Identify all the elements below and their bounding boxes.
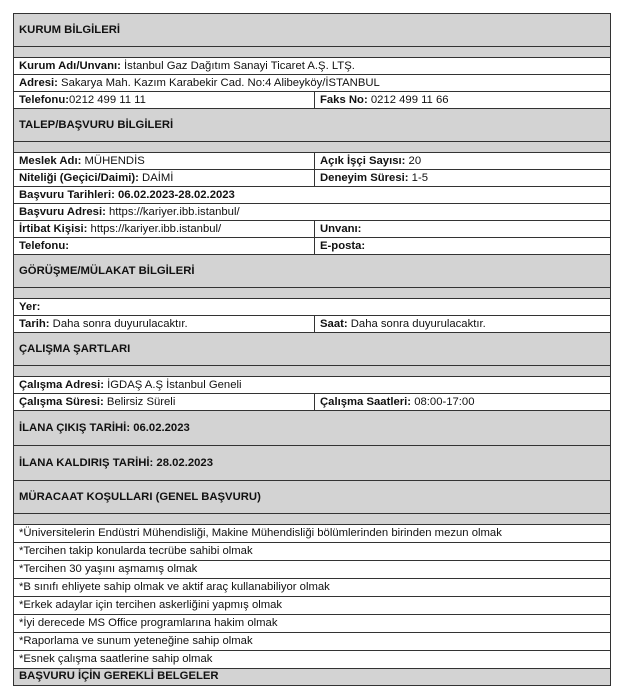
basvuru-adresi-label: Başvuru Adresi: bbox=[19, 205, 106, 218]
acik-isci-label: Açık İşçi Sayısı: bbox=[320, 154, 406, 167]
calisma-saatleri-value: 08:00-17:00 bbox=[411, 395, 475, 408]
section-divider bbox=[14, 288, 611, 299]
niteligi-label: Niteliği (Geçici/Daimi): bbox=[19, 171, 139, 184]
calisma-suresi-cell bbox=[14, 394, 315, 411]
deneyim-label: Deneyim Süresi: bbox=[320, 171, 409, 184]
ilana-cikis-tarihi: İLANA ÇIKIŞ TARİHİ: 06.02.2023 bbox=[14, 411, 611, 446]
talep-section-header: TALEP/BAŞVURU BİLGİLERİ bbox=[14, 109, 611, 142]
saat-cell bbox=[315, 316, 611, 333]
yer-label: Yer: bbox=[19, 300, 41, 313]
faks-value: 0212 499 11 66 bbox=[367, 93, 449, 106]
condition-item: *Raporlama ve sunum yeteneğine sahip olmak bbox=[14, 633, 611, 651]
niteligi-value: DAİMİ bbox=[138, 171, 174, 184]
calisma-adresi-value: İGDAŞ A.Ş İstanbul Geneli bbox=[103, 378, 242, 391]
condition-item: *Üniversitelerin Endüstri Mühendisliği, Makine Mühendisliği bölümlerinden birinden mezun olmak bbox=[14, 525, 611, 543]
muracaat-section-header: MÜRACAAT KOŞULLARI (GENEL BAŞVURU) bbox=[14, 481, 611, 514]
faks-label: Faks No: bbox=[320, 93, 368, 106]
adres-value: Sakarya Mah. Kazım Karabekir Cad. No:4 Alibeyköy/İSTANBUL bbox=[57, 76, 380, 89]
calisma-adresi-label: Çalışma Adresi: bbox=[19, 378, 104, 391]
condition-item: *Tercihen takip konularda tecrübe sahibi olmak bbox=[14, 543, 611, 561]
unvani-label: Unvanı: bbox=[320, 222, 362, 235]
adres-row bbox=[14, 75, 611, 92]
condition-item: *Erkek adaylar için tercihen askerliğini yapmış olmak bbox=[14, 597, 611, 615]
basvuru-adresi-row bbox=[14, 204, 611, 221]
section-divider bbox=[14, 514, 611, 525]
ilana-kaldiris-tarihi: İLANA KALDIRIŞ TARİHİ: 28.02.2023 bbox=[14, 446, 611, 481]
telefonu-cell bbox=[14, 238, 315, 255]
condition-item: *İyi derecede MS Office programlarına hakim olmak bbox=[14, 615, 611, 633]
tarih-label: Tarih: bbox=[19, 317, 50, 330]
kurum-section-header: KURUM BİLGİLERİ bbox=[14, 14, 611, 47]
irtibat-label: İrtibat Kişisi: bbox=[19, 222, 88, 235]
faks-cell bbox=[315, 92, 611, 109]
form-table bbox=[13, 13, 611, 686]
meslek-cell bbox=[14, 153, 315, 170]
yer-row bbox=[14, 299, 611, 316]
telefonu-label: Telefonu: bbox=[19, 239, 69, 252]
irtibat-cell bbox=[14, 221, 315, 238]
meslek-label: Meslek Adı: bbox=[19, 154, 82, 167]
telefon-cell bbox=[14, 92, 315, 109]
calisma-saatleri-cell bbox=[315, 394, 611, 411]
section-divider bbox=[14, 142, 611, 153]
niteligi-cell bbox=[14, 170, 315, 187]
calisma-adresi-row bbox=[14, 377, 611, 394]
calisma-saatleri-label: Çalışma Saatleri: bbox=[320, 395, 412, 408]
condition-item: *Tercihen 30 yaşını aşmamış olmak bbox=[14, 561, 611, 579]
basvuru-adresi-value: https://kariyer.ibb.istanbul/ bbox=[105, 205, 240, 218]
kurum-adi-value: İstanbul Gaz Dağıtım Sanayi Ticaret A.Ş. LTŞ. bbox=[120, 59, 355, 72]
tarih-value: Daha sonra duyurulacaktır. bbox=[49, 317, 188, 330]
acik-isci-value: 20 bbox=[405, 154, 422, 167]
section-divider bbox=[14, 366, 611, 377]
basvuru-tarihleri: Başvuru Tarihleri: 06.02.2023-28.02.2023 bbox=[19, 188, 235, 201]
kurum-adi-row bbox=[14, 58, 611, 75]
telefon-label: Telefonu: bbox=[19, 93, 69, 106]
calisma-suresi-value: Belirsiz Süreli bbox=[103, 395, 176, 408]
saat-value: Daha sonra duyurulacaktır. bbox=[347, 317, 486, 330]
meslek-value: MÜHENDİS bbox=[81, 154, 145, 167]
eposta-label: E-posta: bbox=[320, 239, 366, 252]
condition-item: *Esnek çalışma saatlerine sahip olmak bbox=[14, 651, 611, 669]
belgeler-section-header: BAŞVURU İÇİN GEREKLİ BELGELER bbox=[14, 669, 611, 686]
tarih-cell bbox=[14, 316, 315, 333]
calisma-section-header: ÇALIŞMA ŞARTLARI bbox=[14, 333, 611, 366]
deneyim-value: 1-5 bbox=[408, 171, 428, 184]
section-divider bbox=[14, 47, 611, 58]
condition-item: *B sınıfı ehliyete sahip olmak ve aktif araç kullanabiliyor olmak bbox=[14, 579, 611, 597]
adres-label: Adresi: bbox=[19, 76, 58, 89]
eposta-cell bbox=[315, 238, 611, 255]
acik-isci-cell bbox=[315, 153, 611, 170]
saat-label: Saat: bbox=[320, 317, 348, 330]
kurum-adi-label: Kurum Adı/Unvanı: bbox=[19, 59, 121, 72]
basvuru-tarihleri-row bbox=[14, 187, 611, 204]
gorusme-section-header: GÖRÜŞME/MÜLAKAT BİLGİLERİ bbox=[14, 255, 611, 288]
deneyim-cell bbox=[315, 170, 611, 187]
job-posting-form bbox=[13, 13, 610, 686]
calisma-suresi-label: Çalışma Süresi: bbox=[19, 395, 104, 408]
irtibat-value: https://kariyer.ibb.istanbul/ bbox=[87, 222, 222, 235]
unvani-cell bbox=[315, 221, 611, 238]
telefon-value: 0212 499 11 11 bbox=[69, 93, 146, 106]
